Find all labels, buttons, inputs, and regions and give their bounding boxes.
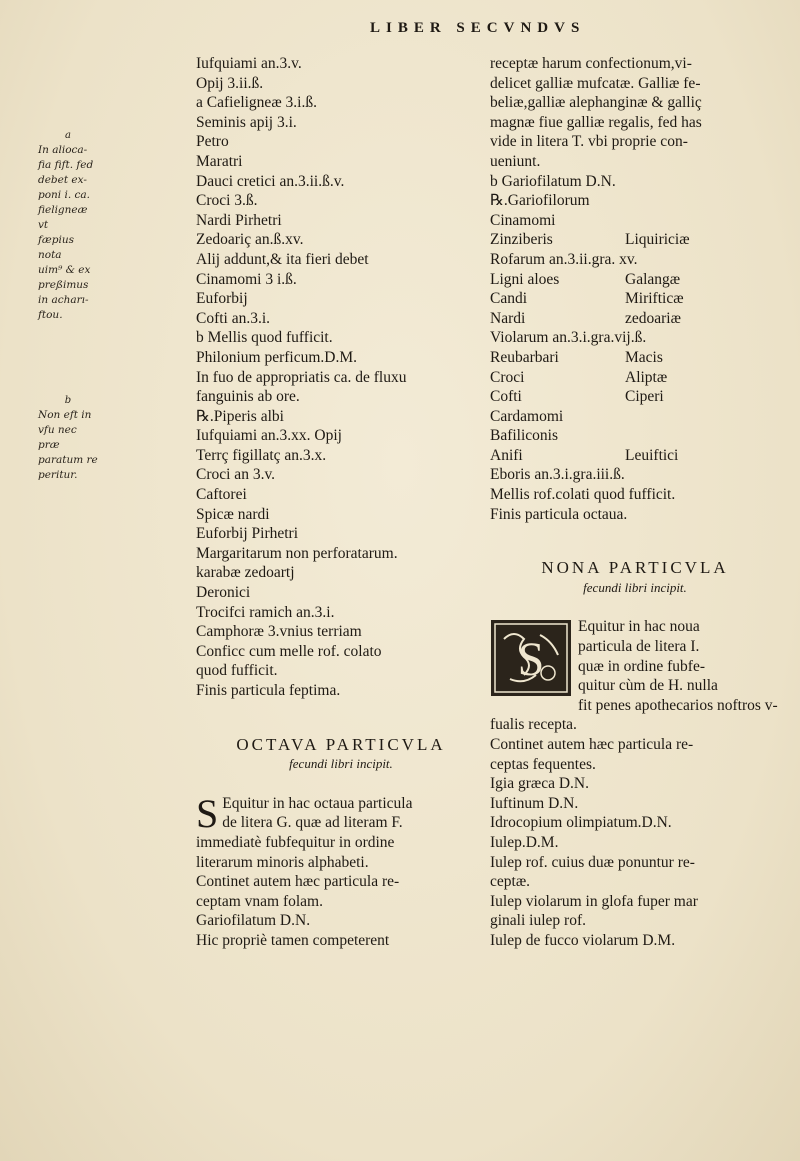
text-line: Continet autem hæc particula re- <box>196 873 400 891</box>
text-line: magnæ fiue galliæ regalis, fed has <box>490 113 702 131</box>
text-line: delicet galliæ mufcatæ. Galliæ fe- <box>490 74 701 92</box>
text-line: ceptæ. <box>490 873 531 891</box>
margin-note-line: peritur. <box>38 469 78 481</box>
text-line: ℞.Piperis albi <box>196 407 284 425</box>
text-line <box>490 446 780 466</box>
margin-note-line: paratum re <box>38 454 98 466</box>
text-line: Iulep rof. cuius duæ ponuntur re- <box>490 853 695 871</box>
text-line: Conficc cum melle rof. colato <box>196 642 382 660</box>
text-line-right: Aliptæ <box>625 368 668 386</box>
text-line-left: Croci <box>490 368 525 386</box>
octava-subheading: fecundi libri incipit. <box>289 756 393 772</box>
margin-note-line: Non eft in <box>38 409 92 421</box>
text-line: ueniunt. <box>490 152 541 170</box>
text-line: Finis particula feptima. <box>196 682 341 699</box>
text-line: Iuftinum D.N. <box>490 794 579 812</box>
text-line: Spicæ nardi <box>196 505 270 523</box>
text-line-right: Ciperi <box>625 388 664 406</box>
text-line: Iufquiami an.3.v. <box>196 55 302 72</box>
margin-note <box>38 393 98 483</box>
margin-note-line: fia fift. fed <box>38 159 94 171</box>
text-line: Camphoræ 3.vnius terriam <box>196 623 362 641</box>
text-line: Terrç figillatç an.3.x. <box>196 446 327 464</box>
text-line-right: Mirifticæ <box>625 290 684 308</box>
margin-note-line: fieligneæ vt <box>38 204 88 231</box>
text-line: fit penes apothecarios noftros v- <box>578 696 778 714</box>
text-line: Cardamomi <box>490 407 564 425</box>
text-line: ginali iulep rof. <box>490 912 586 930</box>
text-line: Croci 3.ß. <box>196 192 258 210</box>
right-column <box>490 54 780 951</box>
text-line: Nardi Pirhetri <box>196 211 282 229</box>
ornate-initial-s-icon <box>490 619 572 697</box>
text-line: Gariofilatum D.N. <box>196 912 311 930</box>
text-line: Croci an 3.v. <box>196 466 276 484</box>
text-line: Euforbij Pirhetri <box>196 525 299 543</box>
margin-note-line: in acharı- <box>38 294 89 306</box>
text-line: Cinamomi 3 i.ß. <box>196 270 297 288</box>
nona-heading: NONA PARTICVLA <box>541 558 729 578</box>
text-line-right: Macis <box>625 348 663 366</box>
text-line: vide in litera T. vbi proprie con- <box>490 133 688 151</box>
text-line: Zedoariç an.ß.xv. <box>196 231 304 249</box>
text-line-left: Cofti <box>490 388 522 406</box>
text-line: Opij 3.ii.ß. <box>196 74 264 92</box>
text-line <box>490 348 780 368</box>
text-line: Equitur in hac noua <box>578 618 700 636</box>
text-line: In fuo de appropriatis ca. de fluxu <box>196 368 407 386</box>
text-line: Deronici <box>196 584 251 602</box>
text-line: b Mellis quod fufficit. <box>196 329 333 347</box>
text-line: ceptam vnam folam. <box>196 892 323 910</box>
text-line-right: Galangæ <box>625 270 681 288</box>
text-line <box>490 368 780 388</box>
text-line: fanguinis ab ore. <box>196 388 300 406</box>
text-line: Continet autem hæc particula re- <box>490 736 694 753</box>
svg-text:S: S <box>517 633 545 687</box>
text-line: Maratri <box>196 152 243 170</box>
text-line: Cinamomi <box>490 211 556 229</box>
text-line: receptæ harum confectionum,vi- <box>490 55 692 72</box>
nona-subheading: fecundi libri incipit. <box>583 579 687 595</box>
text-line: Iufquiami an.3.xx. Opij <box>196 427 342 445</box>
text-line: Alij addunt,& ita fieri debet <box>196 250 369 268</box>
left-column <box>196 54 486 951</box>
text-line: immediatè fubfequitur in ordine <box>196 833 395 851</box>
text-line: Philonium perficum.D.M. <box>196 348 358 366</box>
text-line <box>490 289 780 309</box>
text-line <box>490 230 780 250</box>
text-line: Hic propriè tamen competerent <box>196 931 390 949</box>
margin-note-line: debet ex- <box>38 174 87 186</box>
text-line: Violarum an.3.i.gra.vij.ß. <box>490 329 647 347</box>
text-line: literarum minoris alphabeti. <box>196 853 369 871</box>
text-line: Iulep.D.M. <box>490 833 559 851</box>
octava-heading: OCTAVA PARTICVLA <box>236 734 446 754</box>
text-line: de litera G. quæ ad literam F. <box>222 814 403 832</box>
text-line: Iulep violarum in glofa fuper mar <box>490 892 698 910</box>
margin-note-line: In alioca- <box>38 144 88 156</box>
text-line: beliæ,galliæ alephanginæ & galliç <box>490 94 702 112</box>
margin-note-line: fæpius nota <box>38 234 74 261</box>
text-line: a Cafieligneæ 3.i.ß. <box>196 94 317 112</box>
text-line: Trocifci ramich an.3.i. <box>196 603 335 621</box>
text-line: Equitur in hac octaua particula <box>222 794 413 812</box>
text-line: quod fufficit. <box>196 662 278 680</box>
text-line: Seminis apij 3.i. <box>196 113 297 131</box>
margin-note-line: preßimus <box>38 279 89 291</box>
text-line: Igia græca D.N. <box>490 775 589 793</box>
nona-receptae-list <box>490 774 780 950</box>
text-line: Caftorei <box>196 486 247 504</box>
text-line-left: Nardi <box>490 309 526 327</box>
text-line-left: Anifi <box>490 446 523 464</box>
running-head: LIBER SECVNDVS <box>370 20 586 36</box>
text-line: ℞.Gariofilorum <box>490 192 590 210</box>
octava-paragraph <box>196 790 486 951</box>
text-line: Finis particula octaua. <box>490 505 628 523</box>
text-line: Cofti an.3.i. <box>196 309 271 327</box>
margin-note-line: uim⁹ & ex <box>38 264 91 276</box>
text-line-right: zedoariæ <box>625 309 681 327</box>
text-line: Mellis rof.colati quod fufficit. <box>490 486 676 504</box>
text-line: Petro <box>196 133 229 151</box>
nona-paragraph <box>490 617 780 774</box>
text-line <box>490 309 780 329</box>
margin-note-key: b <box>64 395 72 406</box>
text-line: b Gariofilatum D.N. <box>490 172 616 190</box>
drop-cap: S <box>196 790 219 836</box>
margin-note-line: poni i. ca. <box>38 189 91 201</box>
text-line: ceptas fequentes. <box>490 755 596 773</box>
text-line: Eboris an.3.i.gra.iii.ß. <box>490 466 625 484</box>
text-line: particula de litera I. <box>578 638 700 656</box>
text-line: Iulep de fucco violarum D.M. <box>490 931 676 949</box>
text-line: Idrocopium olimpiatum.D.N. <box>490 814 672 832</box>
text-line: Rofarum an.3.ii.gra. xv. <box>490 250 638 268</box>
text-line <box>490 270 780 290</box>
text-line-left: Reubarbari <box>490 348 559 366</box>
text-line-left: Candi <box>490 290 528 308</box>
right-column-lines <box>490 54 780 524</box>
text-line-left: Zinziberis <box>490 231 553 249</box>
left-column-lines <box>196 54 486 701</box>
margin-note-key: a <box>65 130 71 141</box>
margin-note <box>38 128 98 323</box>
text-line-left: Ligni aloes <box>490 270 560 288</box>
text-line: karabæ zedoartj <box>196 564 295 582</box>
margin-notes <box>38 128 98 553</box>
text-line-right: Leuiftici <box>625 446 679 464</box>
text-line: quitur cùm de H. nulla <box>578 677 718 695</box>
text-line: quæ in ordine fubfe- <box>578 657 705 675</box>
margin-note-line: vfu nec præ <box>38 424 77 451</box>
text-line: Bafiliconis <box>490 427 559 445</box>
text-line: Dauci cretici an.3.ii.ß.v. <box>196 172 345 190</box>
text-line <box>490 387 780 407</box>
text-line-right: Liquiriciæ <box>625 231 690 249</box>
margin-note-line: ftou. <box>38 309 63 321</box>
text-line: Euforbij <box>196 290 248 308</box>
text-line: fualis recepta. <box>490 716 577 734</box>
text-line: Margaritarum non perforatarum. <box>196 544 398 562</box>
